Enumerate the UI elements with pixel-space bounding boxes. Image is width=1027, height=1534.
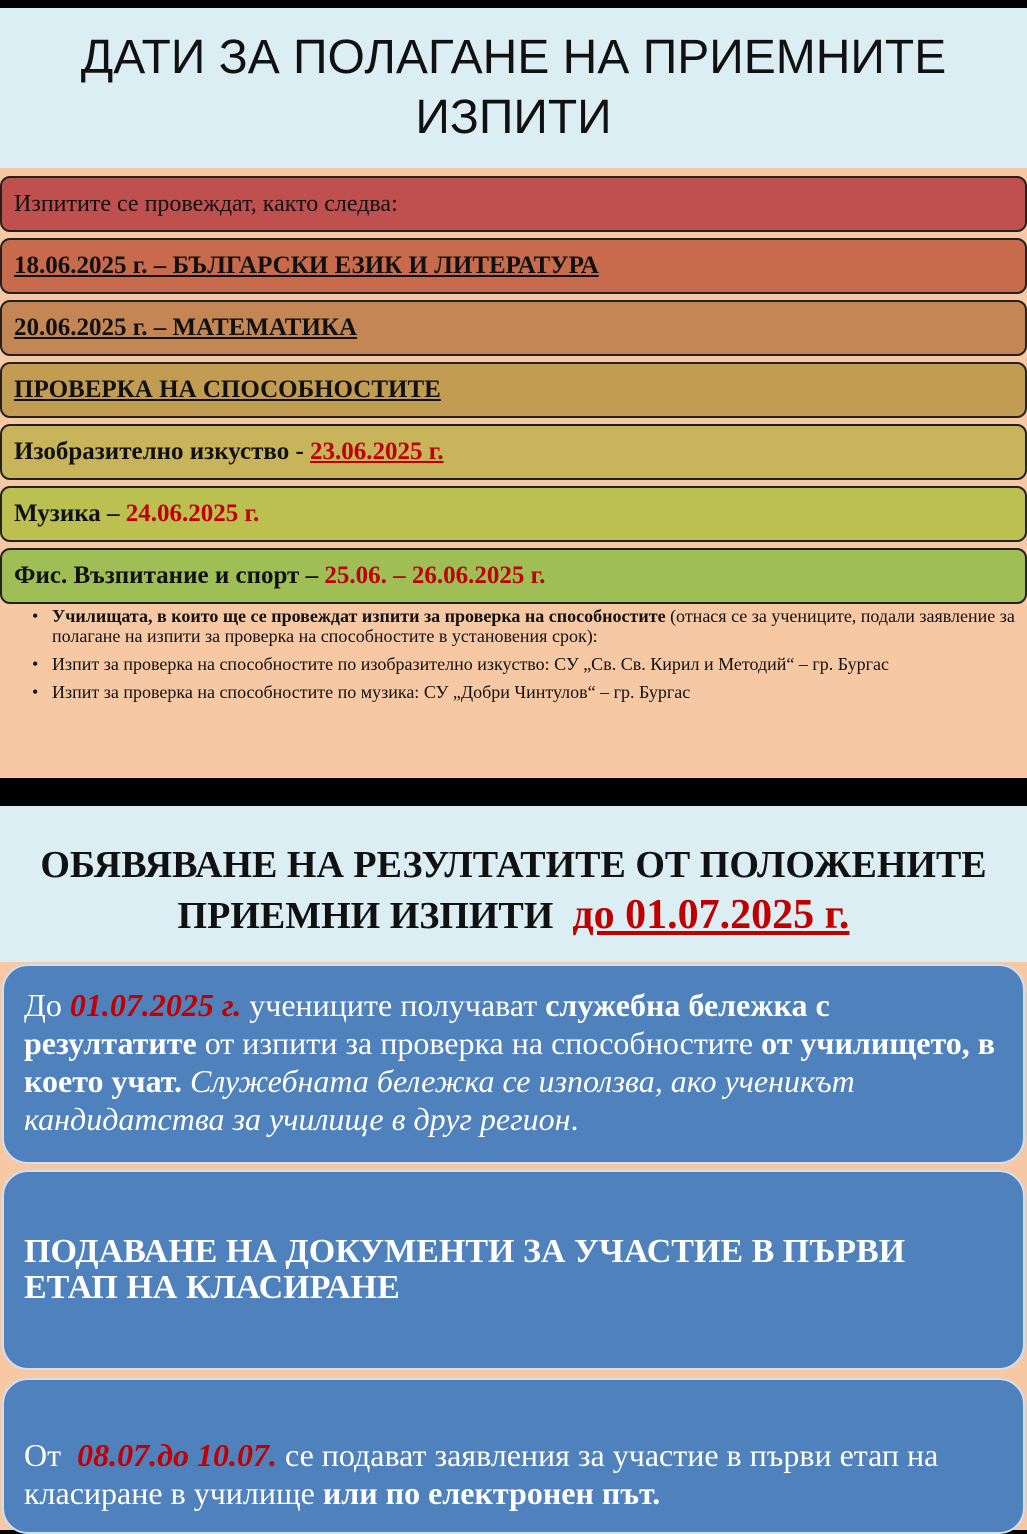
art-label: Изобразително изкуство - [14,438,311,465]
list-item [52,606,1027,646]
music-label: Музика – [14,500,126,527]
card3-dates: 08.07.до 10.07. [77,1437,277,1473]
notes-list [30,606,1027,710]
card1-text: . [570,1101,579,1137]
results-info-card [2,964,1025,1164]
music-date: 24.06.2025 г. [125,500,260,527]
results-title-text: ОБЯВЯВАНЕ НА РЕЗУЛТАТИТЕ ОТ ПОЛОЖЕНИТЕ ПРИЕМНИ ИЗПИТИ [40,844,987,937]
documents-title: ПОДАВАНЕ НА ДОКУМЕНТИ ЗА УЧАСТИЕ В ПЪРВИ ЕТАП НА КЛАСИРАНЕ [24,1233,906,1306]
card3-text: От [24,1437,78,1473]
card1-text: от изпити за проверка на способностите [196,1025,762,1061]
list-item [52,682,1027,702]
schedule-abilities-heading [0,362,1027,418]
bulgarian-exam-text: 18.06.2025 г. – БЪЛГАРСКИ ЕЗИК И ЛИТЕРАТУРА [14,252,599,279]
schedule-intro [0,176,1027,232]
results-title [0,806,1027,962]
schedule-art [0,424,1027,480]
art-date: 23.06.2025 г. [310,438,444,465]
sport-date: 25.06. – 26.06.2025 г. [324,562,546,589]
schedule-music [0,486,1027,542]
schools-bold-text: Училищата, в които ще се провеждат изпити за проверка на способностите [52,606,666,626]
math-exam-text: 20.06.2025 г. – МАТЕМАТИКА [14,314,358,341]
card1-text: учениците получават [241,987,546,1023]
card1-italic: Служебната бележка се използва, ако ученикът кандидатства за училище в друг регион [24,1063,855,1137]
exam-dates-panel [0,8,1027,778]
card1-text: До [24,987,70,1023]
schools-rest-text: (отнася се за учениците, подали заявление за полагане на изпити за проверка на способностите в установения срок): [52,606,1015,646]
results-panel [0,806,1027,1530]
art-exam-location: Изпит за проверка на способностите по изобразително изкуство: СУ „Св. Св. Кирил и Методий“ – гр. Бургас [52,654,889,674]
card1-bold: служебна бележка с резултатите [24,987,830,1061]
applications-card [2,1378,1025,1534]
sport-label: Фис. Възпитание и спорт – [14,562,325,589]
card1-text [182,1063,190,1099]
card3-text: се подават заявления за участие в първи етап на класиране в училище [24,1437,939,1511]
music-exam-location: Изпит за проверка на способностите по музика: СУ „Добри Чинтулов“ – гр. Бургас [52,682,691,702]
card1-date: 01.07.2025 г. [69,987,242,1023]
abilities-heading-text: ПРОВЕРКА НА СПОСОБНОСТИТЕ [14,376,441,403]
schedule-math [0,300,1027,356]
card3-bold: или по електронен път. [322,1475,661,1511]
documents-card [2,1170,1025,1370]
page-title: ДАТИ ЗА ПОЛАГАНЕ НА ПРИЕМНИТЕ ИЗПИТИ [0,8,1027,168]
schedule-sport [0,548,1027,604]
results-deadline: до 01.07.2025 г. [572,892,850,938]
card1-bold: от училището, в което учат. [24,1025,996,1099]
schedule-intro-text: Изпитите се провеждат, както следва: [14,190,398,217]
schedule-bulgarian [0,238,1027,294]
divider [0,778,1027,806]
list-item [52,654,1027,674]
